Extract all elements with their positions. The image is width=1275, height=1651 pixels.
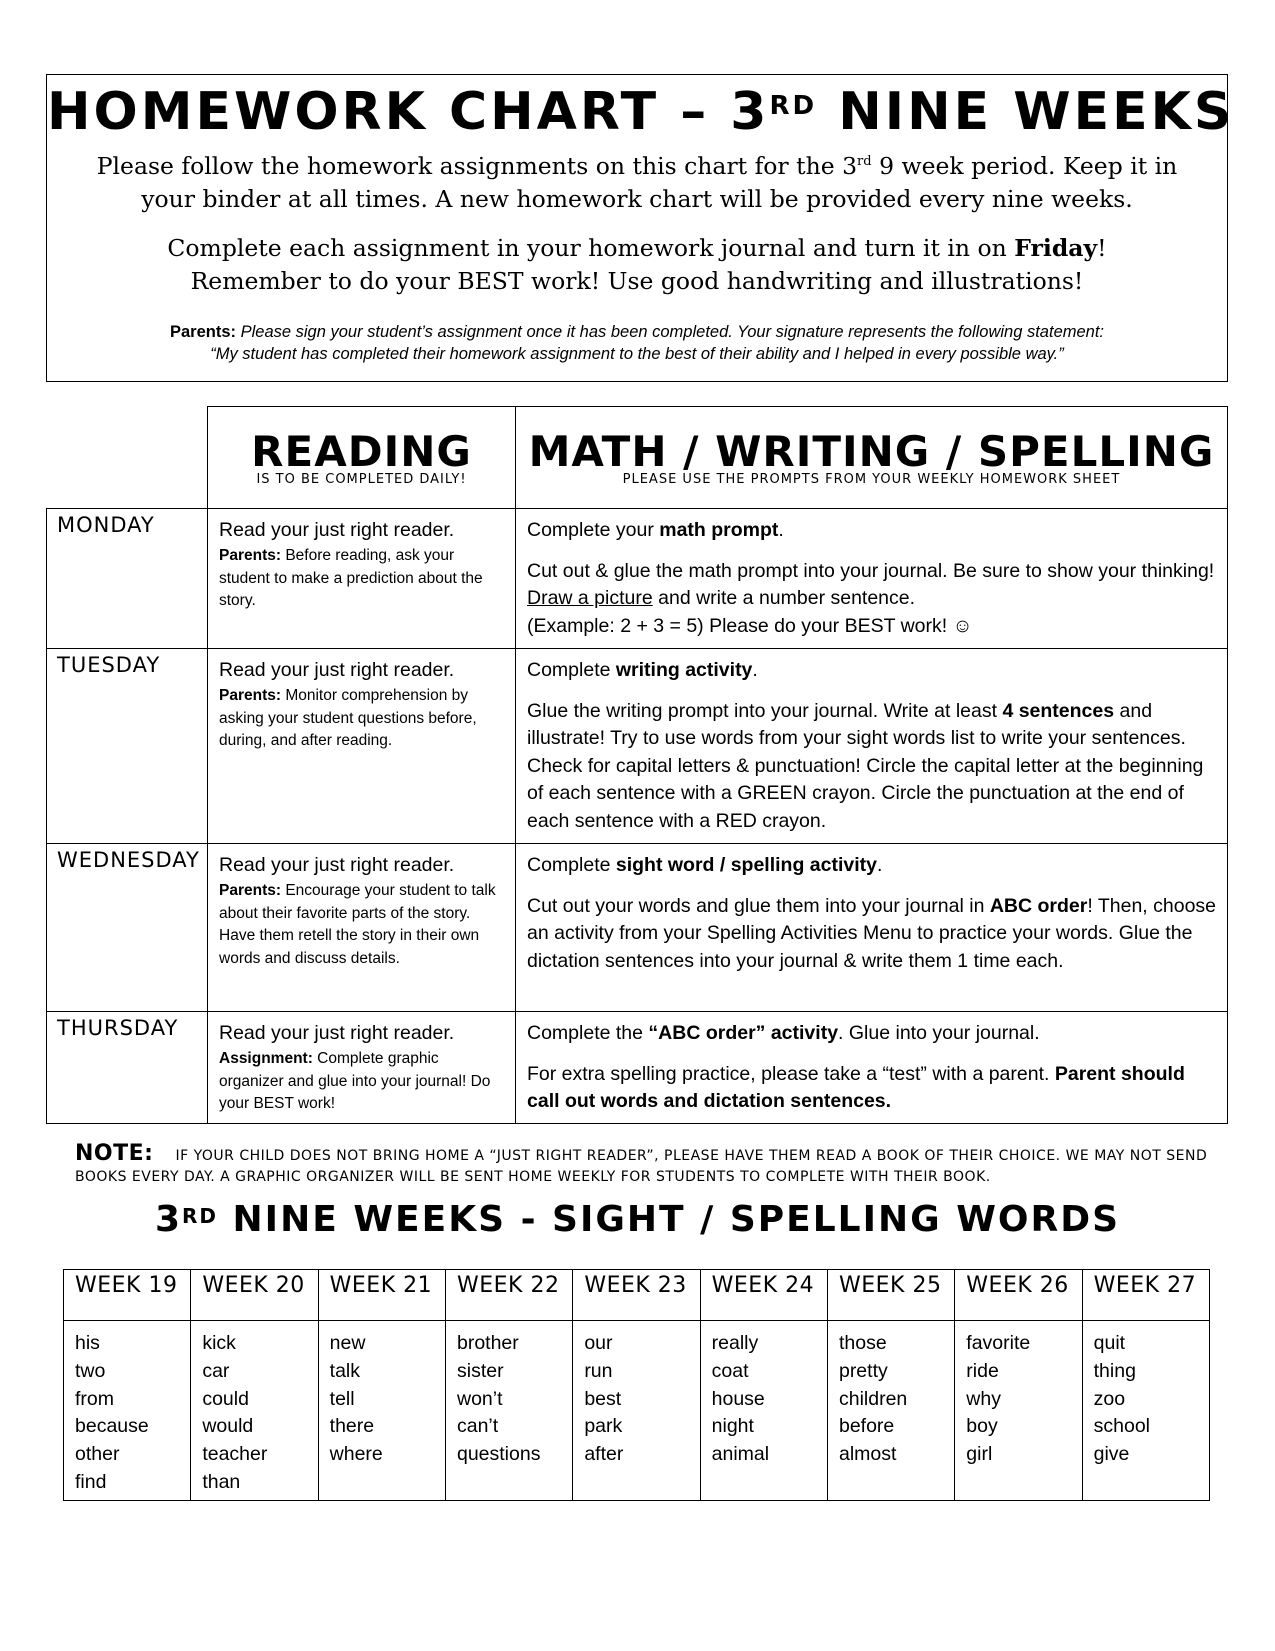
reading-note-label: Assignment: <box>219 1050 313 1067</box>
word: almost <box>838 1443 897 1466</box>
word: can’t <box>456 1415 499 1438</box>
sight-title-b: NINE WEEKS - SIGHT / SPELLING WORDS <box>218 1199 1121 1240</box>
word: because <box>75 1415 149 1438</box>
reading-note <box>208 877 515 970</box>
reading-note-text: Monitor comprehension by asking your student questions before, during, and after reading. <box>219 687 477 749</box>
reading-note-label: Parents: <box>219 547 282 564</box>
word: boy <box>966 1415 998 1438</box>
word: could <box>202 1387 249 1410</box>
word: children <box>838 1387 908 1410</box>
reading-note-text: Before reading, ask your student to make a prediction about the story. <box>219 547 483 609</box>
word: other <box>75 1443 120 1466</box>
task-underline: Draw a picture <box>527 587 653 609</box>
math-title: MATH / WRITING / SPELLING <box>528 427 1215 476</box>
day-label: TUESDAY <box>57 653 161 677</box>
math-writing-task <box>516 844 1227 981</box>
note-text: IF YOUR CHILD DOES NOT BRING HOME A “JUST RIGHT READER”, PLEASE HAVE THEM READ A BOOK OF THEIR CHOICE. WE MAY NOT SEND BOOKS EVERY DAY. A GRAPHIC ORGANIZER WILL BE SENT HOME WEEKLY FOR STUDENTS TO COMPLETE WITH THEIR BOOK. <box>75 1148 1208 1185</box>
word: best <box>584 1387 622 1410</box>
reading-note-text: Encourage your student to talk about their favorite parts of the story. Have them retell the story in their own words and discuss details. <box>219 882 496 967</box>
title-sup: RD <box>769 91 818 121</box>
word: where <box>329 1443 383 1466</box>
word: would <box>202 1415 254 1438</box>
word: why <box>966 1387 1001 1410</box>
day-label: WEDNESDAY <box>57 848 200 872</box>
task-bold: “ABC order” activity <box>648 1022 839 1044</box>
table-row <box>47 649 1228 844</box>
word: brother <box>456 1332 519 1354</box>
table-row <box>47 844 1228 1012</box>
parents-note <box>47 321 1227 365</box>
title-end: NINE WEEKS <box>817 82 1235 142</box>
math-subtitle: PLEASE USE THE PROMPTS FROM YOUR WEEKLY HOMEWORK SHEET <box>622 472 1121 487</box>
intro1-a: Please follow the homework assignments on this chart for the 3 <box>96 151 858 180</box>
header-box <box>46 74 1235 382</box>
week-header: WEEK 20 <box>191 1270 318 1321</box>
math-writing-task <box>516 649 1227 841</box>
word: sister <box>456 1359 504 1382</box>
week-header: WEEK 21 <box>318 1270 445 1321</box>
word: car <box>202 1359 230 1382</box>
intro2-bold: Friday <box>1014 234 1098 262</box>
intro2-b: ! <box>1097 234 1107 262</box>
word: those <box>838 1332 887 1354</box>
word: kick <box>202 1332 236 1354</box>
page-title <box>47 79 1235 145</box>
word: favorite <box>966 1332 1031 1354</box>
task-text: Cut out & glue the math prompt into your journal. Be sure to show your thinking! <box>527 559 1215 582</box>
word: girl <box>966 1443 993 1466</box>
week-header: WEEK 25 <box>827 1270 954 1321</box>
title-main: HOMEWORK CHART – 3 <box>47 82 770 142</box>
word: two <box>75 1359 106 1382</box>
word: our <box>584 1332 613 1354</box>
task-bold: sight word / spelling activity <box>615 854 878 876</box>
word: before <box>838 1415 895 1438</box>
week-header-row <box>64 1270 1210 1321</box>
homework-table <box>46 406 1228 1124</box>
reading-subtitle: IS TO BE COMPLETED DAILY! <box>256 472 467 487</box>
task-text: Complete the <box>527 1022 649 1044</box>
word-list <box>700 1321 827 1501</box>
week-header: WEEK 22 <box>445 1270 572 1321</box>
reading-task: Read your just right reader. <box>219 1022 455 1044</box>
intro2-c: Remember to do your BEST work! Use good handwriting and illustrations! <box>190 267 1084 295</box>
math-writing-task <box>516 1012 1227 1122</box>
reading-note-label: Parents: <box>219 687 282 704</box>
word-list <box>827 1321 954 1501</box>
word-list <box>191 1321 318 1501</box>
word: quit <box>1093 1332 1126 1354</box>
reading-note <box>208 682 515 753</box>
word: pretty <box>838 1359 888 1382</box>
word: new <box>329 1332 366 1354</box>
reading-task: Read your just right reader. <box>219 659 455 681</box>
task-text: . <box>778 519 784 541</box>
word: house <box>711 1387 765 1410</box>
reading-note-text: Complete graphic organizer and glue into your journal! Do your BEST work! <box>219 1050 491 1112</box>
reading-task: Read your just right reader. <box>219 854 455 876</box>
word: zoo <box>1093 1387 1126 1410</box>
note <box>75 1143 1215 1188</box>
task-text: ! Then, choose an activity from your Spelling Activities Menu to practice your words. Glue the dictation sentences into your journal & write them 1 time each. <box>527 894 1217 972</box>
word: night <box>711 1415 754 1438</box>
reading-task: Read your just right reader. <box>219 519 455 541</box>
note-label: NOTE: <box>75 1141 154 1166</box>
reading-note-label: Parents: <box>219 882 282 899</box>
word-list <box>64 1321 191 1501</box>
word: teacher <box>202 1443 268 1466</box>
word: there <box>329 1415 375 1438</box>
parents-label: Parents: <box>169 323 237 341</box>
word: thing <box>1093 1359 1136 1382</box>
word-list <box>955 1321 1082 1501</box>
sight-title-sup: RD <box>182 1204 219 1228</box>
word-list-row <box>64 1321 1210 1501</box>
intro2-a: Complete each assignment in your homework journal and turn it in on <box>167 234 1015 262</box>
word: tell <box>329 1387 355 1410</box>
word: run <box>584 1359 613 1382</box>
task-bold: writing activity <box>615 659 753 681</box>
sight-words-title <box>0 1196 1275 1244</box>
task-text: Complete <box>527 659 616 681</box>
sight-words-table <box>63 1269 1210 1501</box>
task-text: Complete your <box>527 519 660 541</box>
word-list <box>318 1321 445 1501</box>
word: his <box>75 1332 100 1354</box>
intro1-sup: rd <box>857 154 872 169</box>
word: animal <box>711 1443 770 1466</box>
table-row <box>47 509 1228 649</box>
parents-text: Please sign your student’s assignment once it has been completed. Your signature represents the following statement: <box>236 323 1105 341</box>
sight-title-a: 3 <box>154 1199 182 1240</box>
word: from <box>75 1387 114 1410</box>
day-label: THURSDAY <box>57 1016 179 1040</box>
word: than <box>202 1470 241 1493</box>
word-list <box>445 1321 572 1501</box>
word: really <box>711 1332 759 1354</box>
table-header-row <box>47 407 1228 509</box>
week-header: WEEK 23 <box>573 1270 700 1321</box>
task-text: and write a number sentence. <box>652 587 916 609</box>
intro-paragraph-1 <box>47 145 1227 216</box>
intro1-b: 9 week period. Keep it in <box>871 151 1178 180</box>
blank-corner-cell <box>47 407 208 509</box>
task-text: . Glue into your journal. <box>838 1022 1040 1044</box>
word-list <box>1082 1321 1209 1501</box>
task-text: and illustrate! Try to use words from your sight words list to write your sentences. Check for capital letters & punctuation! Circle the capital letter at the beginning of each sentence with a GREEN crayon. Circle the punctuation at the end of each sentence with a RED crayon. <box>527 699 1204 832</box>
task-bold: Parent should call out words and dictation sentences. <box>527 1062 1185 1112</box>
math-writing-task <box>516 509 1227 646</box>
reading-title: READING <box>251 427 472 476</box>
week-header: WEEK 19 <box>64 1270 191 1321</box>
word: after <box>584 1443 624 1466</box>
task-text: Cut out your words and glue them into your journal in <box>527 894 990 917</box>
word: ride <box>966 1359 999 1382</box>
reading-note <box>208 542 515 613</box>
word: give <box>1093 1443 1130 1466</box>
task-bold: math prompt <box>659 519 779 541</box>
table-row <box>47 1012 1228 1124</box>
day-label: MONDAY <box>57 513 155 537</box>
word: talk <box>329 1359 361 1382</box>
word: find <box>75 1470 107 1493</box>
intro-paragraph-2 <box>47 232 1227 298</box>
word: questions <box>456 1443 541 1466</box>
task-bold: 4 sentences <box>1002 699 1115 722</box>
intro1-c: your binder at all times. A new homework chart will be provided every nine weeks. <box>141 184 1133 213</box>
math-header <box>516 407 1228 509</box>
task-bold: ABC order <box>989 894 1088 917</box>
week-header: WEEK 24 <box>700 1270 827 1321</box>
task-text: . <box>877 854 883 876</box>
word: coat <box>711 1359 749 1382</box>
word: park <box>584 1415 623 1438</box>
word: won’t <box>456 1387 503 1410</box>
reading-note <box>208 1045 515 1116</box>
week-header: WEEK 26 <box>955 1270 1082 1321</box>
task-text: Glue the writing prompt into your journal. Write at least <box>527 699 1003 722</box>
word-list <box>573 1321 700 1501</box>
reading-header <box>208 407 516 509</box>
task-example: (Example: 2 + 3 = 5) Please do your BEST work! ☺ <box>527 614 973 637</box>
task-text: Complete <box>527 854 616 876</box>
task-text: For extra spelling practice, please take a “test” with a parent. <box>527 1062 1055 1085</box>
task-text: . <box>752 659 758 681</box>
parents-quote: “My student has completed their homework assignment to the best of their ability and I helped in every possible way.” <box>210 345 1064 363</box>
word: school <box>1093 1415 1150 1438</box>
week-header: WEEK 27 <box>1082 1270 1209 1321</box>
